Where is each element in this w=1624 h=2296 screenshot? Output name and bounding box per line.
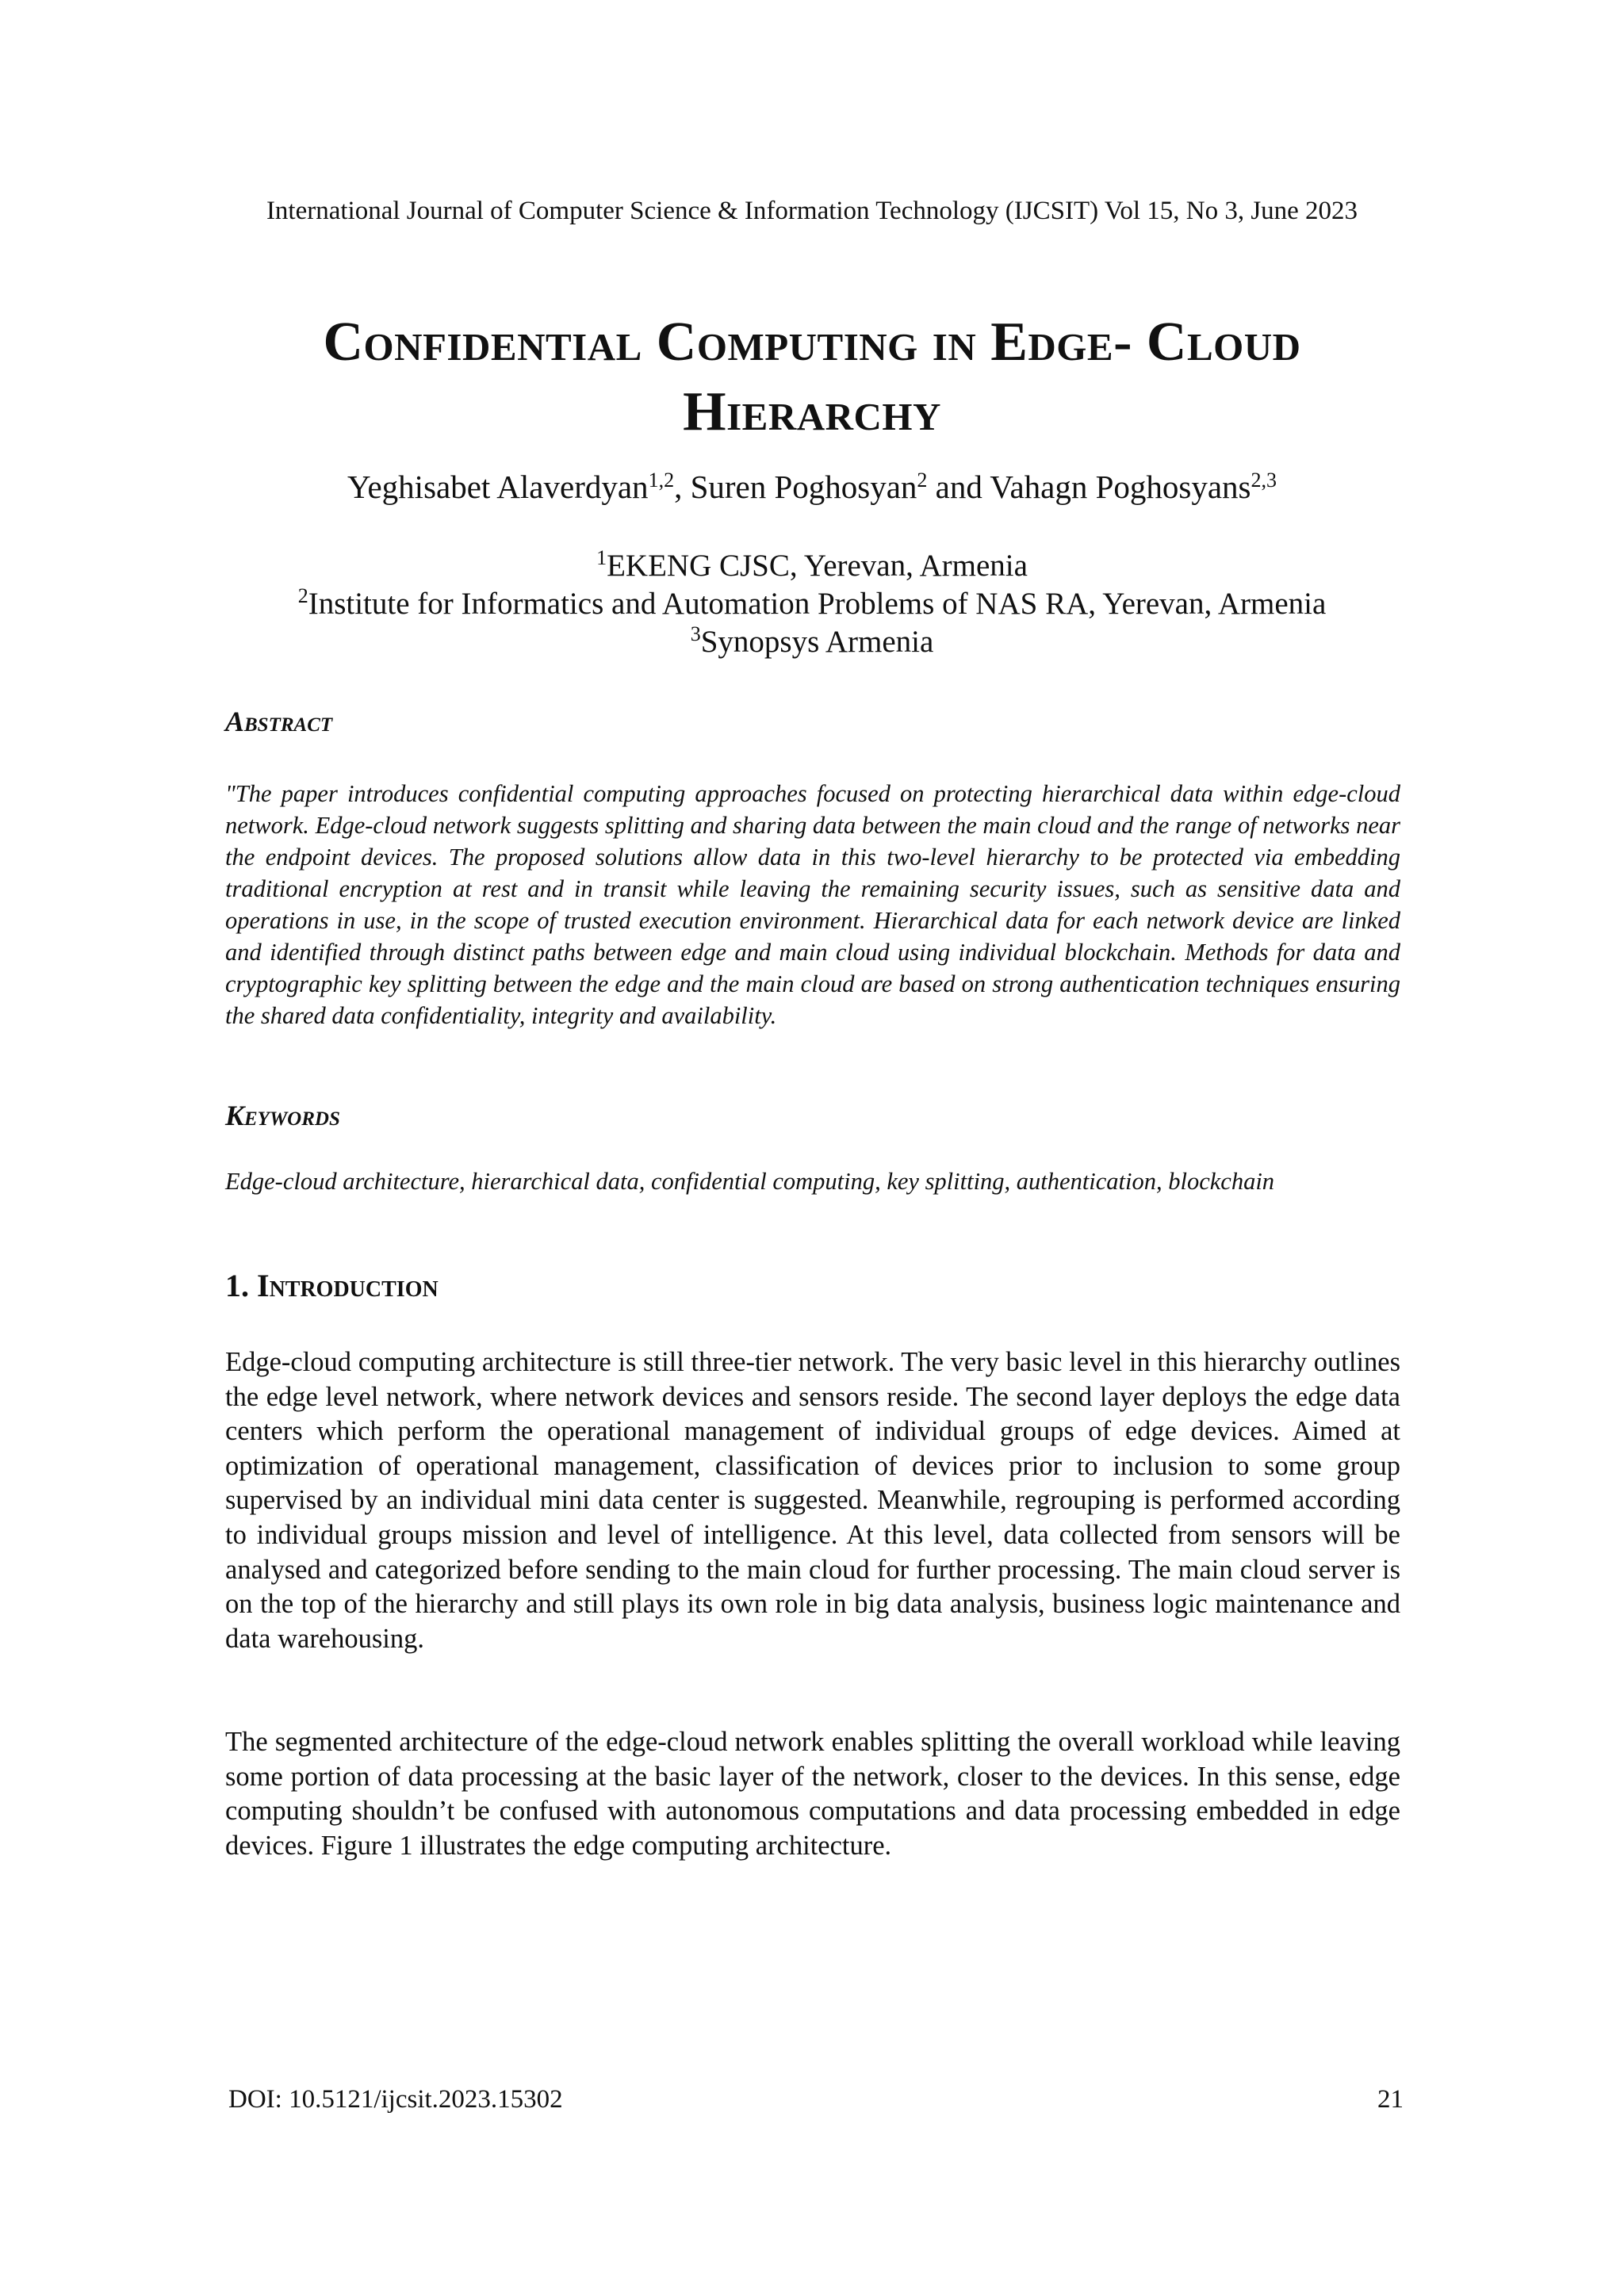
introduction-heading xyxy=(225,1267,439,1305)
author-separator-2: and xyxy=(927,469,990,505)
author-2-affiliation-mark: 2 xyxy=(917,469,928,492)
abstract-heading: Abstract xyxy=(225,706,333,737)
affiliation-3 xyxy=(0,623,1624,661)
keywords-heading: Keywords xyxy=(225,1100,340,1131)
affiliation-1 xyxy=(0,547,1624,585)
affiliation-2-text: Institute for Informatics and Automation Problems of NAS RA, Yerevan, Armenia xyxy=(308,587,1327,621)
author-3-affiliation-mark: 2,3 xyxy=(1251,469,1277,492)
introduction-title: Introduction xyxy=(257,1268,439,1303)
author-2-name: Suren Poghosyan xyxy=(690,469,917,505)
introduction-paragraph-1: Edge-cloud computing architecture is still three-tier network. The very basic level in this hierarchy outlines the edge level network, where network devices and sensors reside. The second layer deploys the edge data centers which perform the operational management of individual groups of edge devices. Aimed at optimization of operational management, classification of devices prior to inclusion to some group supervised by an individual mini data center is suggested. Meanwhile, regrouping is performed according to individual groups mission and level of intelligence. At this level, data collected from sensors will be analysed and categorized before sending to the main cloud for further processing. The main cloud server is on the top of the hierarchy and still plays its own role in big data analysis, business logic maintenance and data warehousing. xyxy=(225,1347,1400,1654)
title-line-1: Confidential Computing in Edge- Cloud xyxy=(323,312,1301,373)
affiliation-2 xyxy=(0,585,1624,623)
keywords-text: Edge-cloud architecture, hierarchical data, confidential computing, key splitting, authentication, blockchain xyxy=(225,1168,1275,1195)
author-1-affiliation-mark: 1,2 xyxy=(648,469,675,492)
author-list xyxy=(0,466,1624,507)
abstract-text: "The paper introduces confidential computing approaches focused on protecting hierarchical data within edge-cloud network. Edge-cloud network suggests splitting and sharing data between the main cloud and the range of networks near the endpoint devices. The proposed solutions allow data in this two-level hierarchy to be protected via embedding traditional encryption at rest and in transit while leaving the remaining security issues, such as sensitive data and operations in use, in the scope of trusted execution environment. Hierarchical data for each network device are linked and identified through distinct paths between edge and main cloud using individual blockchain. Methods for data and cryptographic key splitting between the edge and the main cloud are based on strong authentication techniques ensuring the shared data confidentiality, integrity and availability. xyxy=(225,780,1400,1029)
page-number: 21 xyxy=(1377,2085,1404,2114)
footer-doi: DOI: 10.5121/ijcsit.2023.15302 xyxy=(228,2085,563,2114)
author-separator-1: , xyxy=(674,469,691,505)
introduction-paragraph-2: The segmented architecture of the edge-cloud network enables splitting the overall workload while leaving some portion of data processing at the basic layer of the network, closer to the devices. In this sense, edge computing shouldn’t be confused with autonomous computations and data processing embedded in edge devices. Figure 1 illustrates the edge computing architecture. xyxy=(225,1727,1400,1861)
introduction-number: 1. xyxy=(225,1268,257,1303)
paper-title xyxy=(159,308,1465,447)
title-line-2: Hierarchy xyxy=(683,381,941,442)
affiliation-1-text: EKENG CJSC, Yerevan, Armenia xyxy=(607,549,1028,583)
author-3-name: Vahagn Poghosyans xyxy=(990,469,1251,505)
affiliation-list xyxy=(0,547,1624,661)
affiliation-2-mark: 2 xyxy=(297,584,308,607)
journal-header: International Journal of Computer Science & Information Technology (IJCSIT) Vol 15, No 3, June 2023 xyxy=(266,197,1358,225)
affiliation-3-text: Synopsys Armenia xyxy=(700,625,934,659)
author-1-name: Yeghisabet Alaverdyan xyxy=(347,469,649,505)
affiliation-3-mark: 3 xyxy=(690,622,701,645)
affiliation-1-mark: 1 xyxy=(596,546,607,569)
